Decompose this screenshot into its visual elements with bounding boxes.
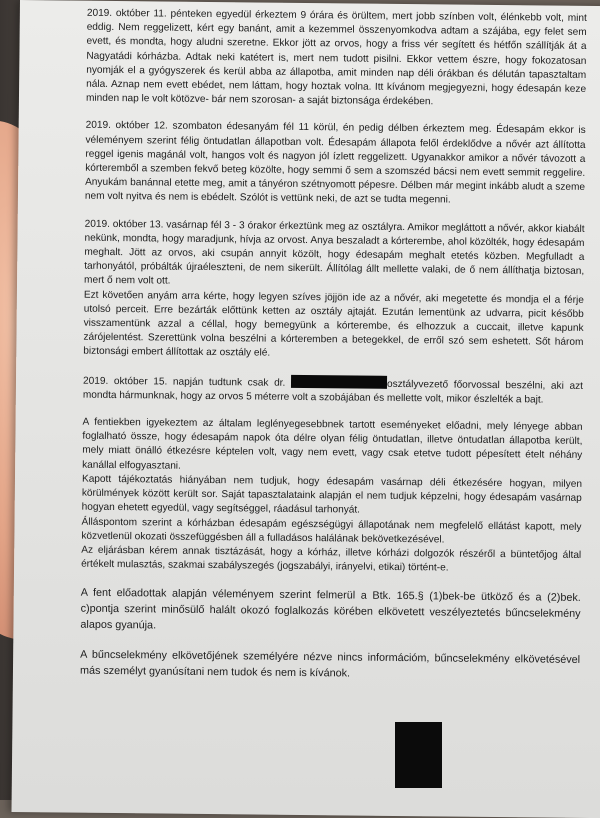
paragraph-summary: A fentiekben igyekeztem az általam leglényegesebbnek tartott eseményeket előadni, mely lényege abban foglalható össze, hogy édesapám napok óta délre olyan félig öntudatlan, illetve öntudatlan állapotba került, mely miatt önálló étkezésre képtelen volt, vagy nem evett, vagy csak etetve tudott pépesített ételt néhány kanállal elfogyasztani. — [82, 416, 583, 472]
redaction-bar — [291, 375, 387, 389]
paragraph-request: Az eljárásban kérem annak tisztázását, hogy a kórház, illetve kórházi dolgozók részéről a büntetőjog által értékelt mulasztás, szakmai szabályszegés (jogszabályi, irányelvi, etikai) történt-e. — [81, 544, 582, 574]
paragraph-oct15-end: osztályvezető főorvossal beszélni, aki azt mondta hármunknak, hogy az orvos 5 méterre volt a szobájában és mellette volt, mikor észlelték a bajt. — [82, 378, 584, 406]
paragraph-oct13: 2019. október 13. vasárnap fél 3 - 3 órakor érkeztünk meg az osztályra. Amikor megláttott a nővér, akkor kiabált nekünk, mondta, hogy maradjunk, hívja az orvost. Anya beszaladt a kórterembe, ahol közölték, hogy édesapám meghalt. Jött az orvos, aki csupán annyit közölt, hogy édesapám meghalt etetés közben. Megfulladt a tarhonyától, próbálták újraéleszteni, de nem sikerült. Állítólag állt mellette valaki, de ő nem állíthatja biztosan, mert ő nem volt ott. — [84, 218, 585, 288]
paragraph-oct13-followup: Ezt követően anyám arra kérte, hogy legyen szíves jöjjön ide az a nővér, aki megetette és mondja el a férje utolsó perceit. Erre bezárták előttünk ketten az osztály ajtaját. Ezután lementünk az udvarra, picit később visszamentünk azzal a céllal, hogy bemegyünk a kórterembe, és elhozzuk a cuccait, illetve kapunk zárójelentést. Szerettünk volna beszélni a kórteremben a betegekkel, de erről szó sem eshetett. Sőt három biztonsági embert állítottak az osztály elé. — [83, 289, 584, 360]
paper-sheet — [11, 0, 600, 818]
paragraph-position: Álláspontom szerint a kórházban édesapám egészségügyi állapotának nem megfelelő ellátást kapott, mely közvetlenül okozati összefüggésben áll a fulladásos halálának bekövetkezésével. — [81, 516, 582, 546]
paragraph-perpetrator: A bűncselekmény elkövetőjének személyére nézve nincs információm, bűncselekmény elkövetésével más személyt gyanúsítani nem tudok és nem is kívánok. — [79, 648, 581, 680]
signature-redaction — [395, 722, 442, 788]
paragraph-information: Kapott tájékoztatás hiányában nem tudjuk, hogy édesapám vasárnap déli étkezésére hogyan, milyen körülmények között került sor. Saját tapasztalataink alapján el nem tudjuk képzelni, hogy édesapám vasárnap hogyan ehetett egyedül, vagy segítséggel, ráadásul tarhonyát. — [81, 473, 583, 516]
paragraph-legal-basis: A fent előadottak alapján véleményem szerint felmerül a Btk. 165.§ (1)bek-be ütköző és a (2)bek. c)pontja szerint minősülő halált okozó foglalkozás körében elkövetett veszélyeztetés bűncselekmény alapos gyanúja. — [80, 586, 581, 632]
paragraph-oct11: 2019. október 11. pénteken egyedül érkeztem 9 órára és örültem, mert jobb színben volt, élénkebb volt, mint eddig. Nem reggelizett, kért egy banánt, amit a kezemmel összenyomkodva adtam a szájába, egy felet sem evett, és mondta, hogy aludni szeretne. Ekkor jött az orvos, hogy a friss vér segített és hétfőn szállítják át a Nagyatádi kórházba. Adtak neki katétert is, mert nem tudott pisilni. Ekkor vettem észre, hogy fokozatosan nyomják el a gyógyszerek és kerül abba az állapotba, amit minden nap déli órákban és délután tapasztaltam nála. Aznap nem evett ebédet, nem láttam, hogy hoztak volna. Itt kívánom megjegyezni, hogy édesapán keze minden nap le volt kötözve- bár nem szorosan- a saját biztonsága érdekében. — [85, 7, 587, 108]
paragraph-oct15-start: 2019. október 15. napján tudtunk csak dr. — [82, 375, 286, 389]
paragraph-oct15 — [83, 372, 583, 408]
paragraph-oct12: 2019. október 12. szombaton édesanyám fél 11 körül, én pedig délben érkeztem meg. Édesapám ekkor is véleményem szerint félig öntudatlan állapotban volt. Édesapám állapota felől érdeklődve a nővér azt állította reggel igenis magánál volt, hangos volt és nagyon jól ízlett reggelizett. Ugyanakkor amikor a nővér távozott a kórteremből a szemben fekvő beteg közölte, hogy semmi ő sem a szomszéd bácsi nem evett semmit reggelire. Anyukám banánnal etette meg, amit a tányéron szétnyomott pépesre. Délben már megint inkább aludt a szeme nem volt nyitva és nem is ebédelt. Szólót is vettünk neki, de azt se tudta megenni. — [84, 120, 586, 206]
document-body — [80, 7, 587, 699]
